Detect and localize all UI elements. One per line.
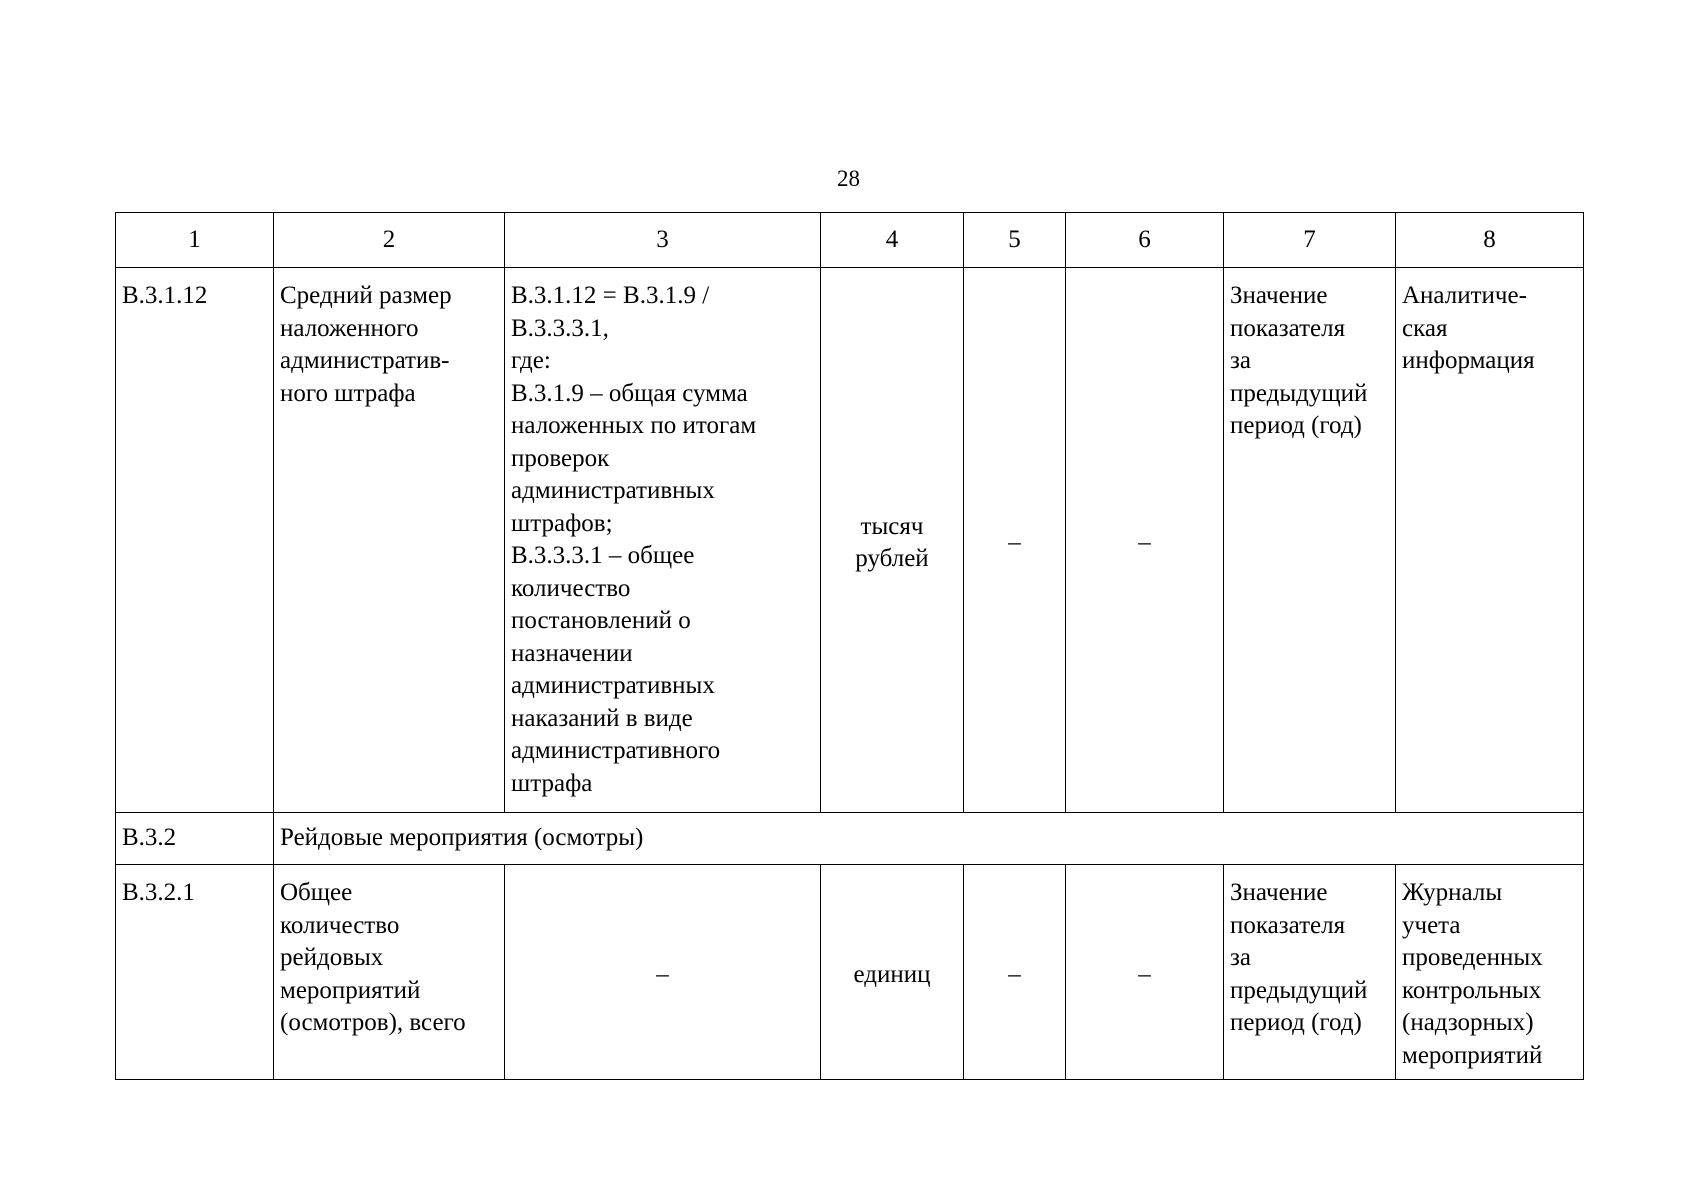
section-code: В.3.2 bbox=[116, 813, 274, 865]
indicator-code: В.3.1.12 bbox=[116, 268, 274, 813]
indicator-name: Общее количество рейдовых мероприятий (осмотров), всего bbox=[274, 865, 505, 1080]
column-header: 7 bbox=[1224, 213, 1396, 268]
indicator-source: Аналитиче- ская информация bbox=[1396, 268, 1584, 813]
column-header: 8 bbox=[1396, 213, 1584, 268]
section-title: Рейдовые мероприятия (осмотры) bbox=[274, 813, 1584, 865]
column-header: 2 bbox=[274, 213, 505, 268]
column-header: 1 bbox=[116, 213, 274, 268]
column-header: 6 bbox=[1066, 213, 1224, 268]
page-number: 28 bbox=[837, 166, 860, 191]
indicator-table bbox=[115, 212, 1584, 1080]
indicator-formula: В.3.1.12 = В.3.1.9 / В.3.3.3.1, где: В.3.1.9 – общая сумма наложенных по итогам проверок административных штрафов; В.3.3.3.1 – общее количество постановлений о назначении административных наказаний в виде административного штрафа bbox=[505, 268, 821, 813]
indicator-code: В.3.2.1 bbox=[116, 865, 274, 1080]
indicator-col5: – bbox=[964, 268, 1066, 813]
indicator-unit: тысяч рублей bbox=[821, 268, 964, 813]
section-row bbox=[116, 813, 1584, 865]
indicator-name: Средний размер наложенного административ- ного штрафа bbox=[274, 268, 505, 813]
column-number-row bbox=[116, 213, 1584, 268]
column-header: 5 bbox=[964, 213, 1066, 268]
indicator-col5: – bbox=[964, 865, 1066, 1080]
column-header: 3 bbox=[505, 213, 821, 268]
indicator-source: Журналы учета проведенных контрольных (надзорных) мероприятий bbox=[1396, 865, 1584, 1080]
indicator-baseline: Значение показателя за предыдущий период (год) bbox=[1224, 865, 1396, 1080]
indicator-formula: – bbox=[505, 865, 821, 1080]
column-header: 4 bbox=[821, 213, 964, 268]
table-row bbox=[116, 268, 1584, 813]
indicator-baseline: Значение показателя за предыдущий период (год) bbox=[1224, 268, 1396, 813]
indicator-col6: – bbox=[1066, 268, 1224, 813]
indicator-col6: – bbox=[1066, 865, 1224, 1080]
table-row bbox=[116, 865, 1584, 1080]
indicator-unit: единиц bbox=[821, 865, 964, 1080]
